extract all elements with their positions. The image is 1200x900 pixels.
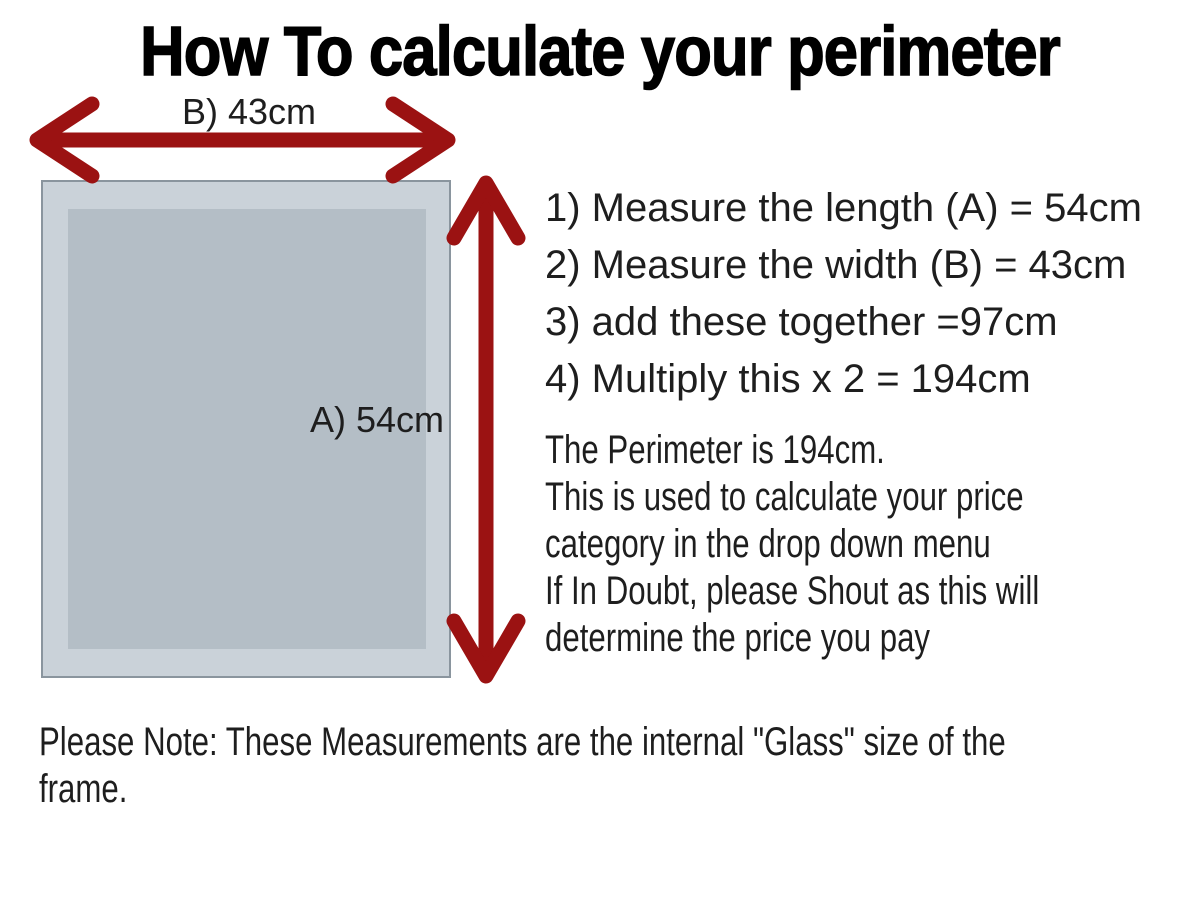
page-title: How To calculate your perimeter bbox=[140, 12, 1060, 90]
instruction-steps bbox=[545, 180, 1142, 408]
explanation-line: If In Doubt, please Shout as this will bbox=[545, 569, 1040, 613]
perimeter-explanation bbox=[545, 427, 1039, 662]
explanation-line: category in the drop down menu bbox=[545, 522, 991, 566]
note-line: frame. bbox=[39, 767, 128, 811]
note-line: Please Note: These Measurements are the internal "Glass" size of the bbox=[39, 720, 1006, 764]
step-2: 2) Measure the width (B) = 43cm bbox=[545, 243, 1127, 287]
width-measurement-label: B) 43cm bbox=[182, 91, 317, 132]
step-3: 3) add these together =97cm bbox=[545, 300, 1058, 344]
height-arrow-icon bbox=[454, 183, 518, 676]
frame-diagram bbox=[0, 90, 540, 690]
explanation-line: determine the price you pay bbox=[545, 616, 931, 660]
height-measurement-label: A) 54cm bbox=[310, 399, 445, 440]
footer-note bbox=[39, 719, 1006, 813]
explanation-line: This is used to calculate your price bbox=[545, 475, 1024, 519]
step-1: 1) Measure the length (A) = 54cm bbox=[545, 186, 1142, 230]
step-4: 4) Multiply this x 2 = 194cm bbox=[545, 357, 1031, 401]
width-arrow-icon bbox=[37, 104, 448, 176]
explanation-line: The Perimeter is 194cm. bbox=[545, 428, 885, 472]
